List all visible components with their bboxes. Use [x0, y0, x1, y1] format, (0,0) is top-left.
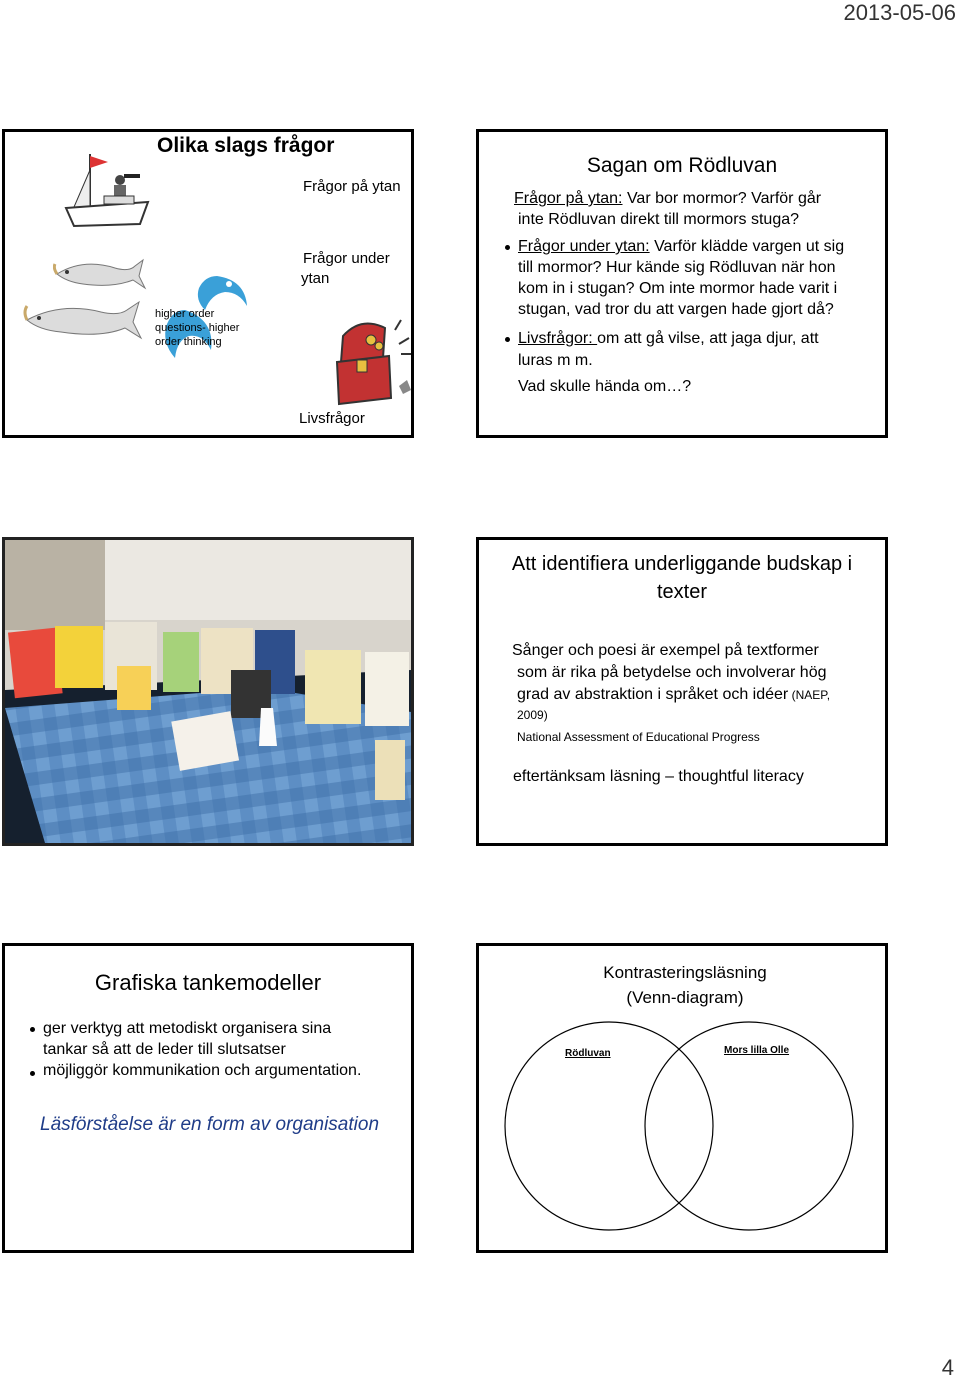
slide-title: Att identifiera underliggande budskap i texter — [511, 553, 853, 603]
under-surface-questions: Frågor under ytan: Varför klädde vargen ut sig till mormor? Hur kände sig Rödluvan när hon kom in i stugan? Om inte mormor hade varit i stugan, vad tror du att vargen hade gjort då? — [518, 238, 845, 318]
surface-questions-paragraph: Frågor på ytan: Var bor mormor? Varför går inte Rödluvan direkt till mormors stuga? — [514, 190, 822, 228]
life-questions: Livsfrågor: om att gå vilse, att jaga djur, att luras m m. Vad skulle hända om…? — [518, 330, 819, 395]
fish-icon — [21, 296, 146, 346]
slide-red-riding-hood — [476, 129, 888, 438]
bullet — [30, 1071, 35, 1076]
page-date: 2013-05-06 — [843, 0, 956, 25]
bullet — [505, 337, 510, 342]
label-surface-questions: Frågor på ytan — [303, 178, 401, 195]
slide-title: Sagan om Rödluvan — [586, 154, 778, 177]
communication-bullet: möjliggör kommunikation och argumentation. — [43, 1062, 362, 1079]
slide-books-photo — [2, 537, 414, 846]
tools-bullet: ger verktyg att metodiskt organisera sina tankar så att de leder till slutsatser — [43, 1020, 332, 1058]
slide-title: Olika slags frågor — [157, 134, 335, 157]
fish-icon — [53, 254, 148, 294]
higher-order-note: higher order questions- higher order thinking — [155, 308, 240, 348]
bullet — [30, 1027, 35, 1032]
reading-comprehension-note: Läsförståelse är en form av organisation — [40, 1114, 380, 1135]
ship-icon — [60, 152, 155, 230]
songs-poetry-paragraph: Sånger och poesi är exempel på textformer som är rika på betydelse och involverar hög grad av abstraktion i språket och idéer (NAEP, 2009) National Assessment of Educational Progress — [512, 642, 831, 744]
slide-underlying-messages — [476, 537, 888, 846]
venn-left-label: Rödluvan — [565, 1048, 611, 1059]
books-table-photo — [5, 540, 411, 843]
page-number: 4 — [941, 1355, 954, 1380]
treasure-chest-icon — [323, 310, 414, 410]
bullet — [505, 245, 510, 250]
label-under-surface: Frågor under ytan — [301, 250, 390, 287]
venn-diagram — [479, 946, 885, 1250]
thoughtful-literacy: eftertänksam läsning – thoughtful literacy — [513, 768, 804, 785]
slide-question-types — [2, 129, 414, 438]
slide-graphic-organizers — [2, 943, 414, 1253]
slide-title: Grafiska tankemodeller — [94, 970, 322, 995]
label-life-questions: Livsfrågor — [299, 410, 365, 427]
slide-venn-diagram — [476, 943, 888, 1253]
slide-title: Kontrasteringsläsning (Venn-diagram) — [603, 963, 767, 1007]
venn-right-label: Mors lilla Olle — [724, 1045, 790, 1056]
